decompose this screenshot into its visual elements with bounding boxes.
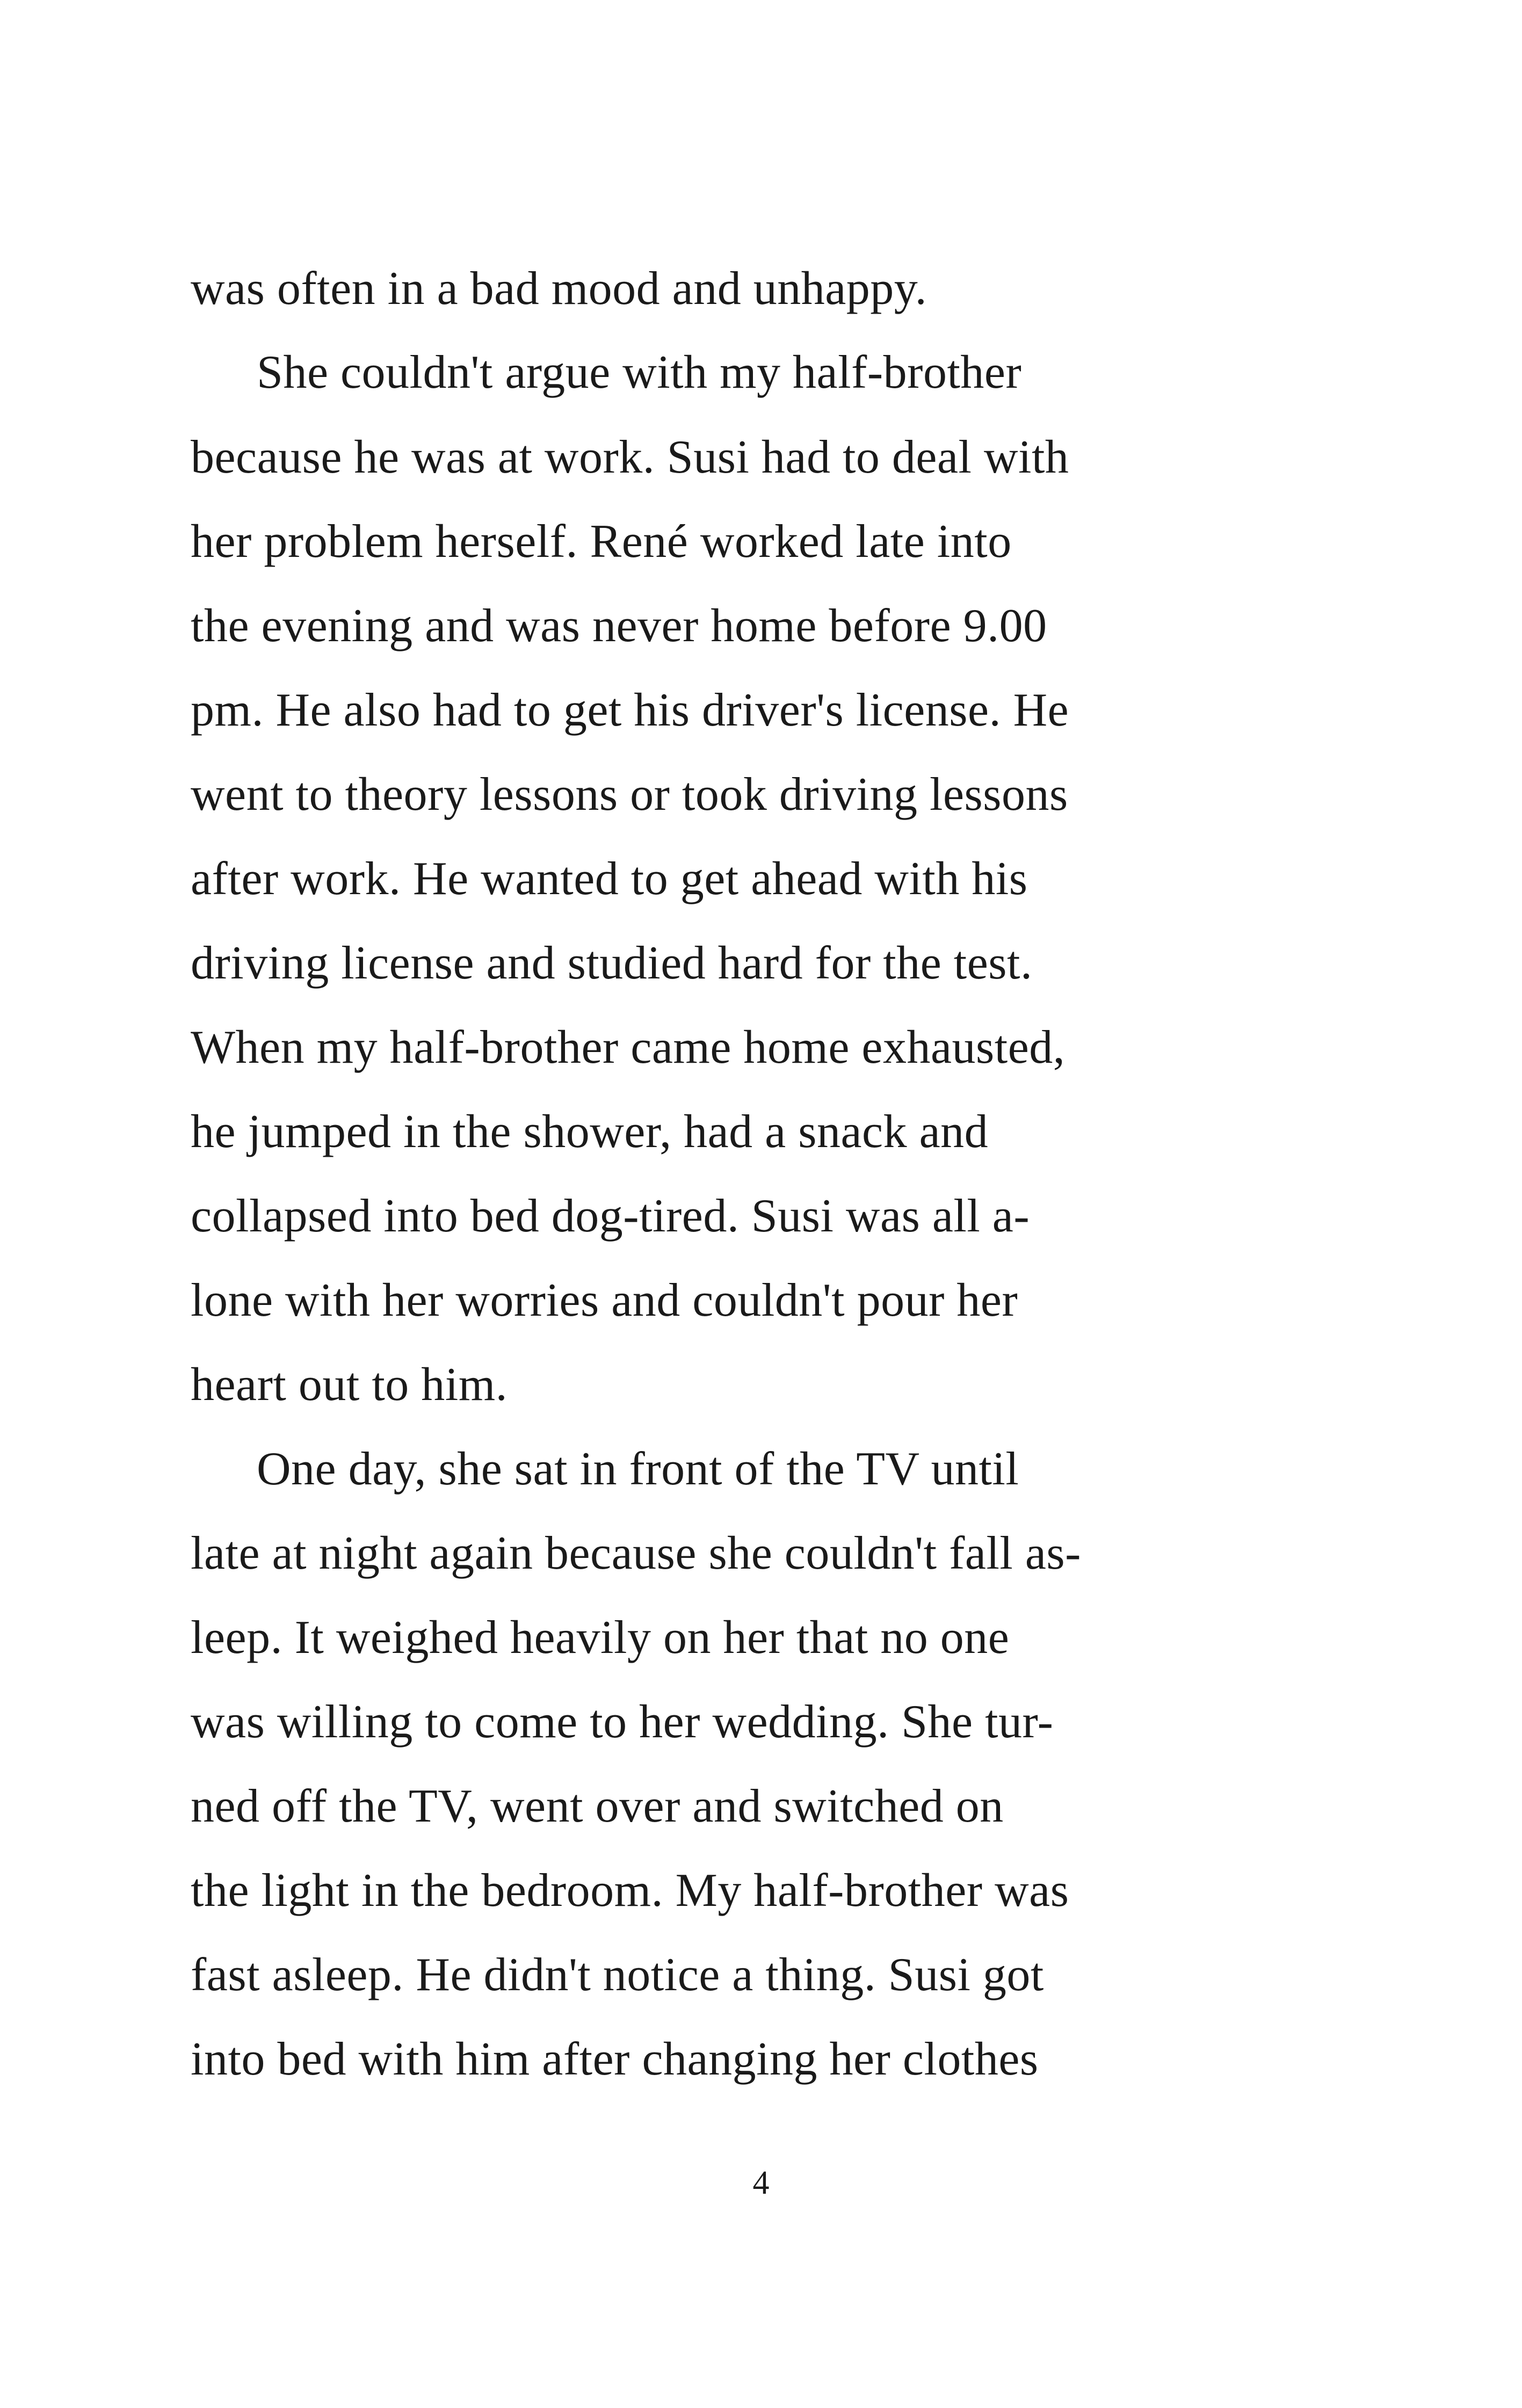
text-line: ned off the TV, went over and switched on bbox=[191, 1780, 1004, 1832]
text-line: after work. He wanted to get ahead with his bbox=[191, 853, 1028, 905]
text-line: into bed with him after changing her clothes bbox=[191, 2033, 1039, 2085]
text-line: driving license and studied hard for the test. bbox=[191, 937, 1033, 989]
text-line: pm. He also had to get his driver's license. He bbox=[191, 684, 1069, 736]
text-line: leep. It weighed heavily on her that no one bbox=[191, 1612, 1010, 1664]
text-line: the light in the bedroom. My half-brother was bbox=[191, 1865, 1069, 1917]
text-line: lone with her worries and couldn't pour her bbox=[191, 1274, 1018, 1326]
text-line: he jumped in the shower, had a snack and bbox=[191, 1106, 989, 1158]
paragraph-start-line: One day, she sat in front of the TV until bbox=[257, 1443, 1019, 1495]
text-line: collapsed into bed dog-tired. Susi was all a- bbox=[191, 1190, 1030, 1242]
text-line: late at night again because she couldn't fall as- bbox=[191, 1527, 1081, 1579]
text-line: went to theory lessons or took driving lessons bbox=[191, 768, 1068, 821]
text-line: was often in a bad mood and unhappy. bbox=[191, 263, 927, 315]
text-line: her problem herself. René worked late into bbox=[191, 516, 1012, 568]
text-line: because he was at work. Susi had to deal with bbox=[191, 431, 1069, 483]
text-line: fast asleep. He didn't notice a thing. Susi got bbox=[191, 1949, 1044, 2001]
text-line: was willing to come to her wedding. She tur- bbox=[191, 1696, 1054, 1748]
text-line: When my half-brother came home exhausted, bbox=[191, 1021, 1066, 1074]
page-number: 4 bbox=[752, 2165, 770, 2201]
text-line: heart out to him. bbox=[191, 1359, 508, 1411]
text-line: the evening and was never home before 9.00 bbox=[191, 600, 1047, 652]
paragraph-start-line: She couldn't argue with my half-brother bbox=[257, 346, 1022, 398]
